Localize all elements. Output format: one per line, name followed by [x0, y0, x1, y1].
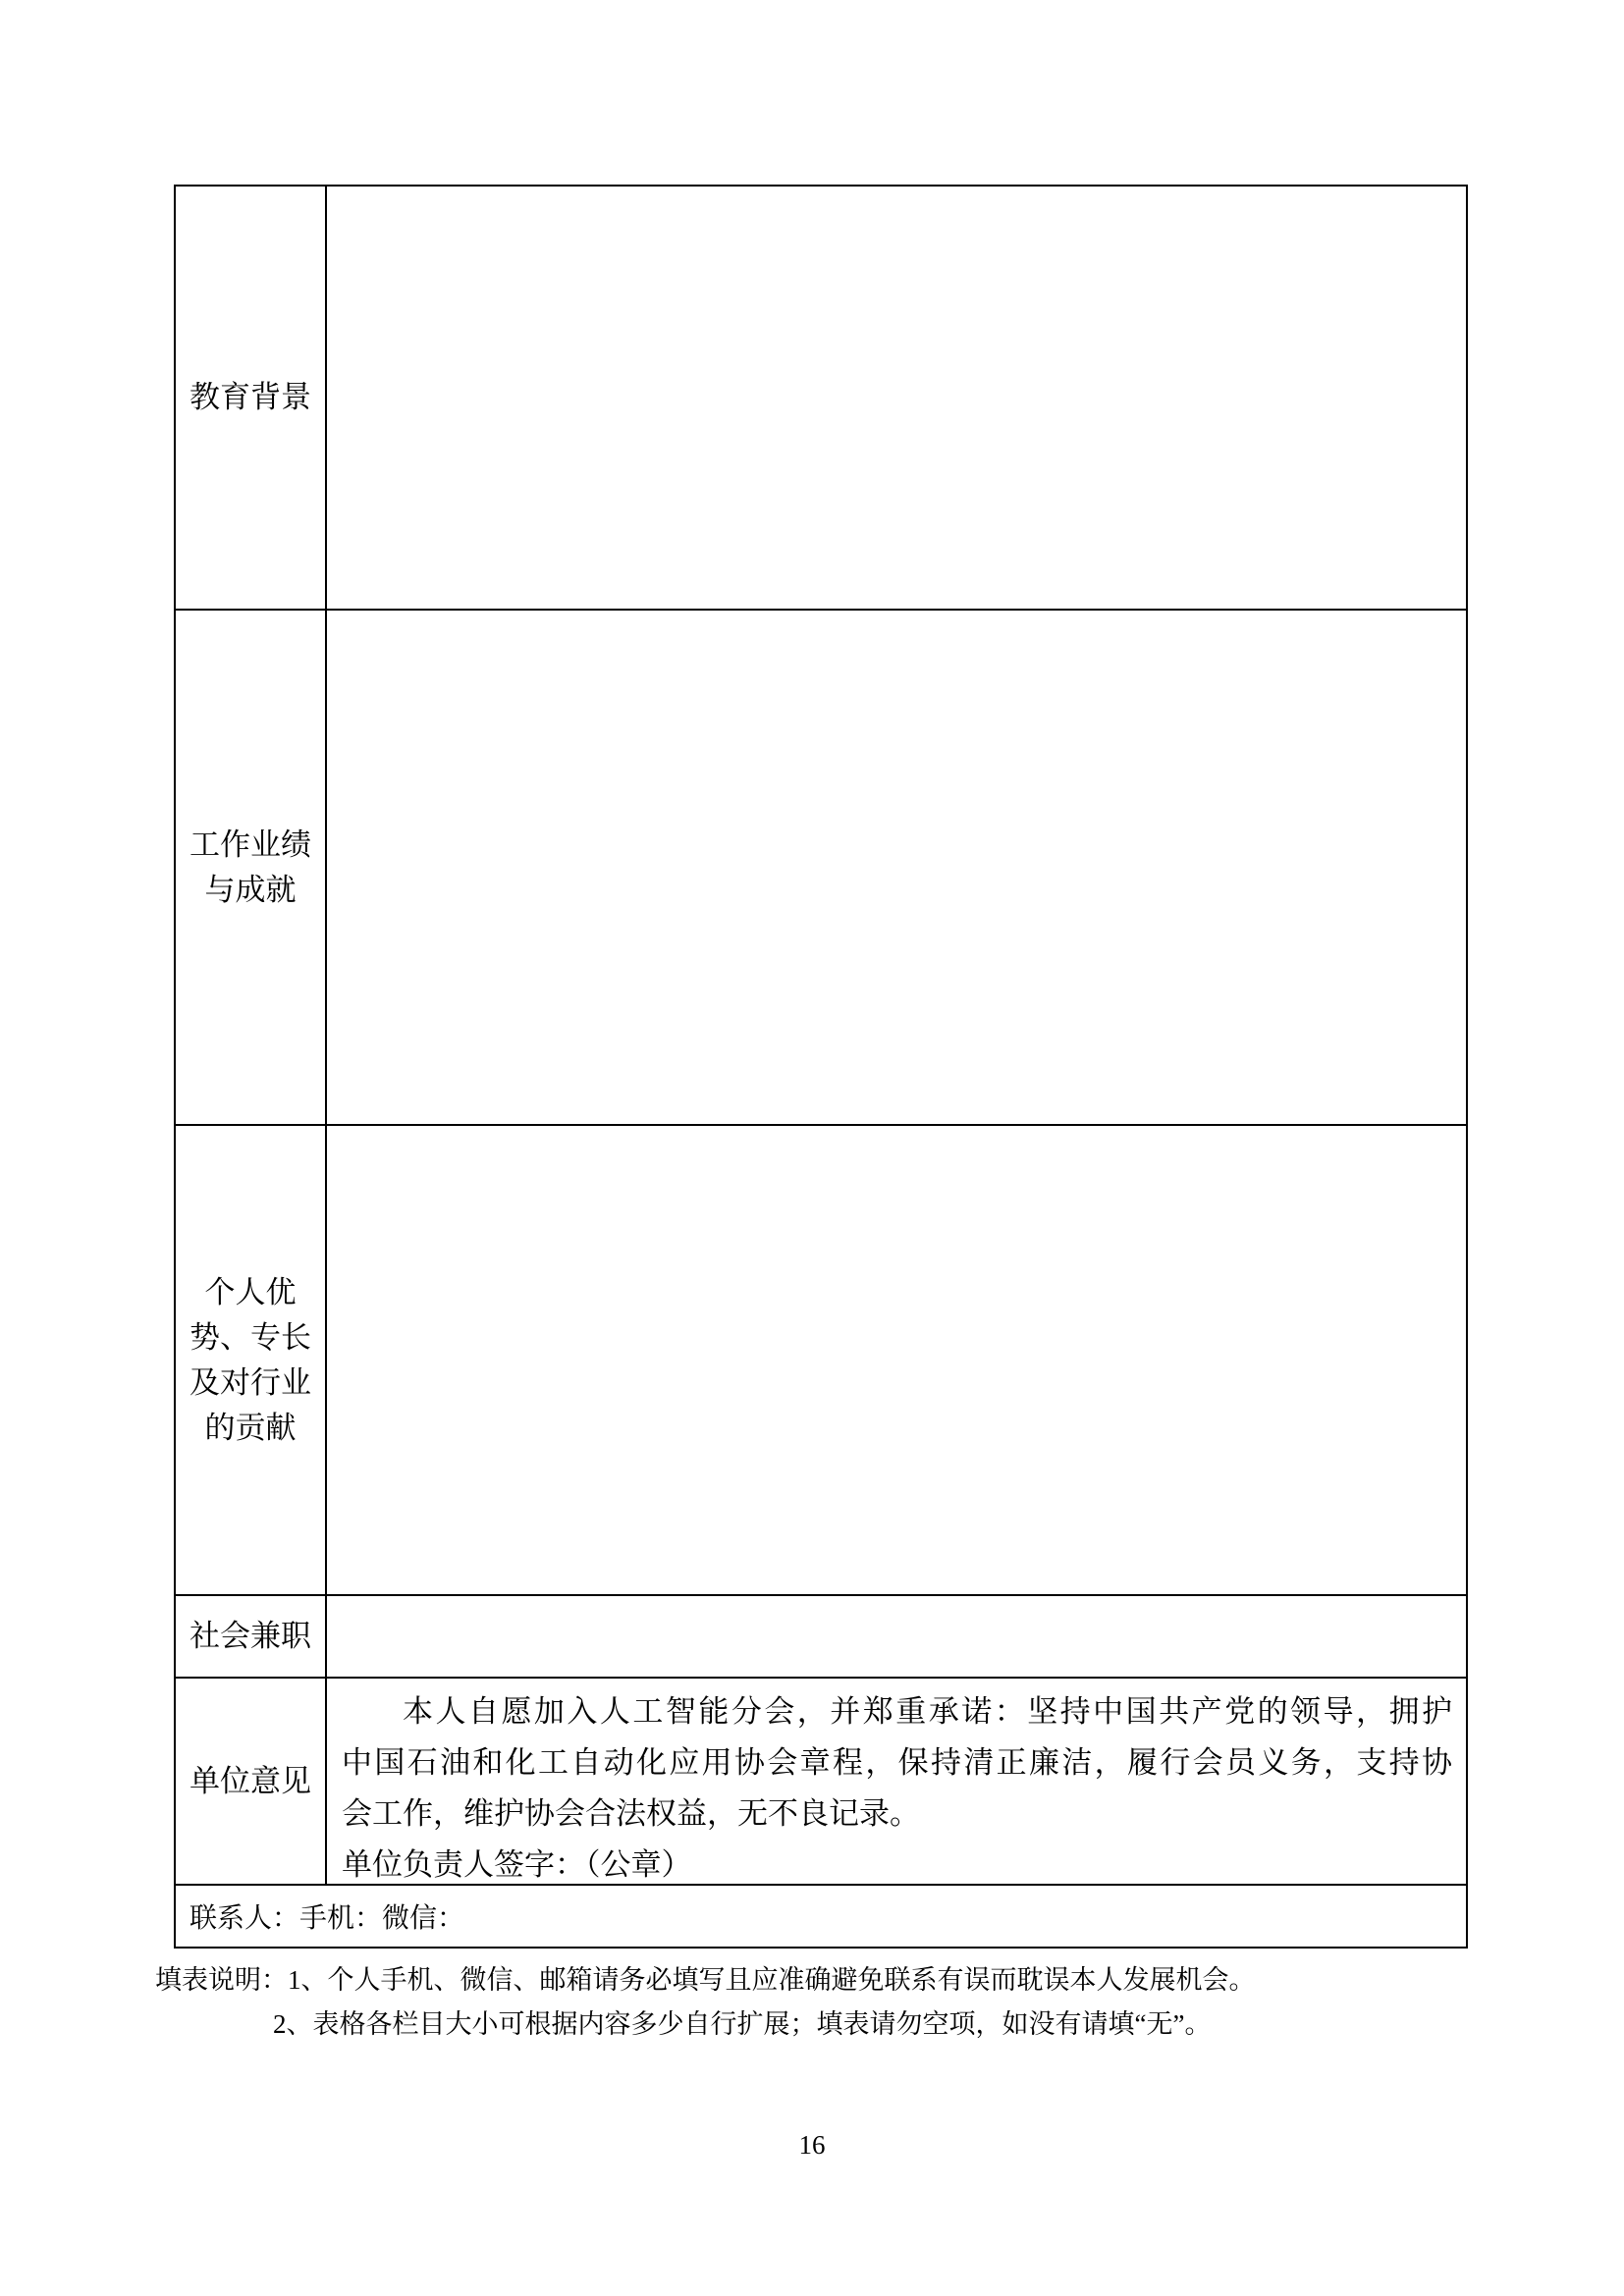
label-social-positions [176, 1596, 327, 1679]
label-work-achievements [176, 611, 327, 1126]
label-personal-strengths-line2: 势、专长 [189, 1319, 311, 1355]
label-work-achievements-line2: 与成就 [204, 872, 297, 907]
cell-education-background-content [327, 187, 1466, 611]
label-work-achievements-line1: 工作业绩 [189, 827, 311, 862]
pledge-line-1: 本人自愿加入人工智能分会，并郑重承诺：坚持中国共产党的领导，拥护 [403, 1694, 1452, 1729]
cell-unit-opinion-content [327, 1679, 1466, 1886]
note-line-1: 填表说明：1、个人手机、微信、邮箱请务必填写且应准确避免联系有误而耽误本人发展机会。 [155, 1965, 1256, 1995]
pledge-line-2: 中国石油和化工自动化应用协会章程，保持清正廉洁，履行会员义务，支持协 [342, 1745, 1452, 1780]
label-personal-strengths-line1: 个人优 [204, 1274, 297, 1309]
label-social-positions-text: 社会兼职 [189, 1619, 311, 1653]
label-personal-strengths-line4: 的贡献 [204, 1410, 297, 1445]
cell-social-positions-content [327, 1596, 1466, 1679]
label-personal-strengths [176, 1126, 327, 1596]
label-education-background [176, 187, 327, 611]
label-education-background-text: 教育背景 [189, 380, 311, 414]
form-notes [155, 1958, 1471, 2047]
cell-work-achievements-content [327, 611, 1466, 1126]
note-line-2: 2、表格各栏目大小可根据内容多少自行扩展；填表请勿空项，如没有请填“无”。 [273, 2009, 1212, 2039]
label-unit-opinion-text: 单位意见 [189, 1763, 311, 1798]
label-unit-opinion [176, 1679, 327, 1886]
contact-row-text: 联系人：手机：微信： [189, 1903, 465, 1934]
cell-personal-strengths-content [327, 1126, 1466, 1596]
signature-line: 单位负责人签字：（公章） [342, 1847, 692, 1882]
membership-form-table [174, 185, 1468, 1949]
contact-row [176, 1886, 1466, 1947]
pledge-line-3: 会工作，维护协会合法权益，无不良记录。 [342, 1796, 920, 1831]
page-number: 16 [798, 2130, 826, 2160]
label-personal-strengths-line3: 及对行业 [189, 1364, 311, 1400]
